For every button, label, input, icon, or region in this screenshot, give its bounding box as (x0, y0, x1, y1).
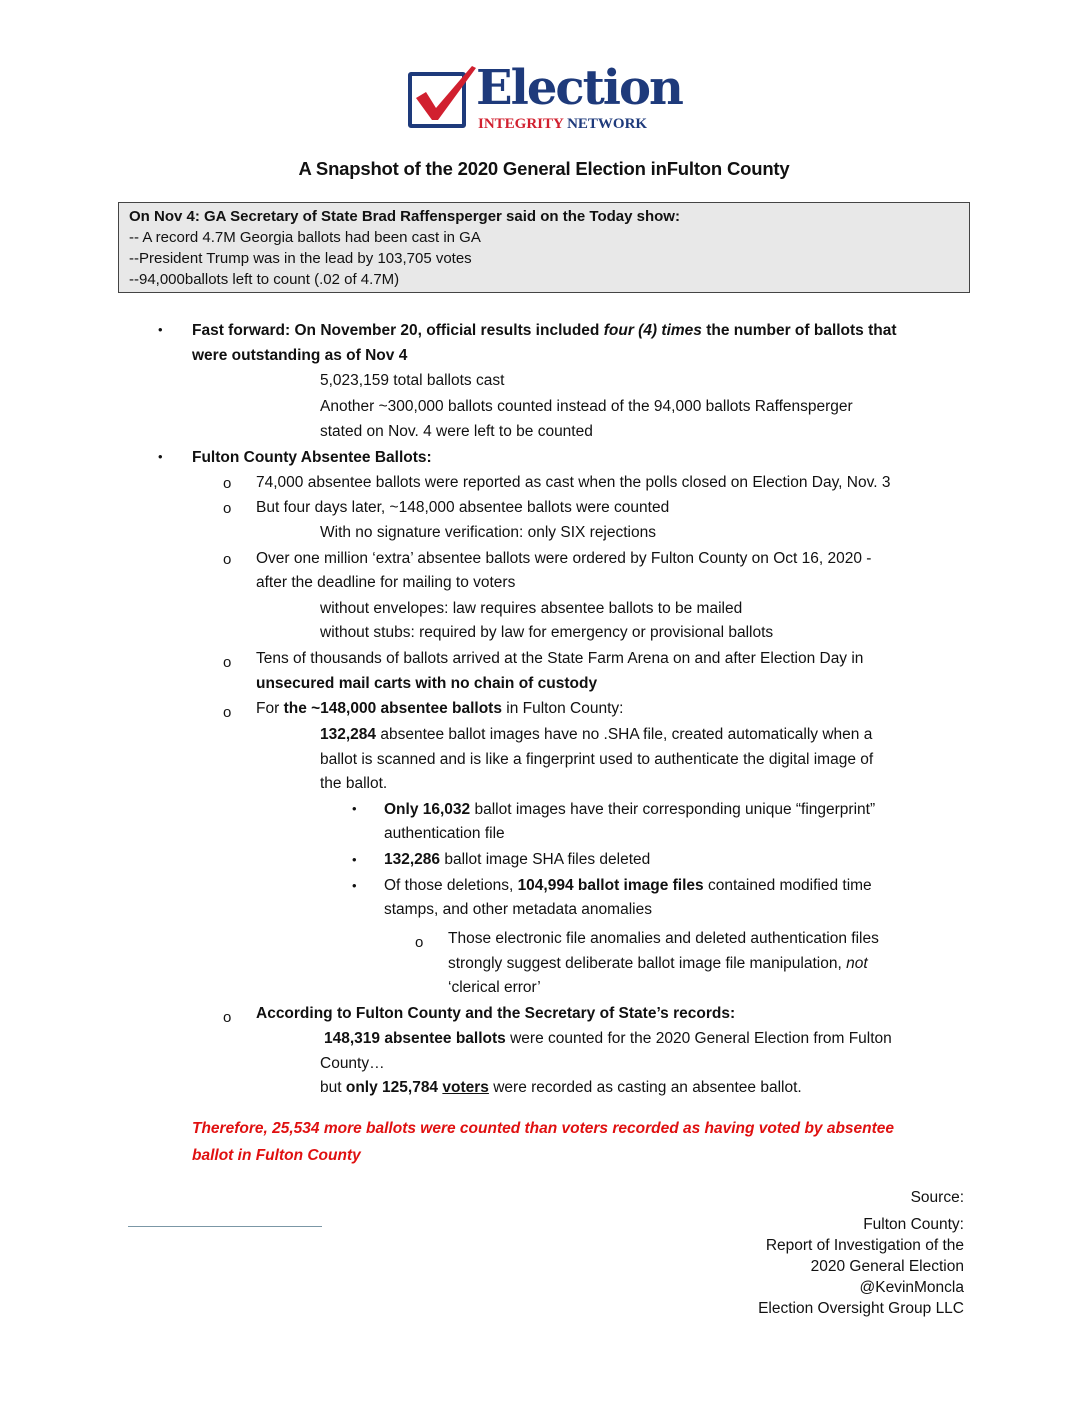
bold-text: 132,284 (320, 726, 377, 743)
source-line: 2020 General Election (810, 1258, 964, 1275)
section2-heading: Fulton County Absentee Ballots: (192, 449, 432, 466)
o-bullet-icon: o (223, 551, 232, 568)
logo-sub-network: NETWORK (567, 116, 648, 132)
nested-bullet-cont: stamps, and other metadata anomalies (384, 901, 652, 918)
section2-subitem-cont: the ballot. (320, 775, 388, 792)
text: the number of ballots that (701, 322, 897, 339)
section1-lead-cont: were outstanding as of Nov 4 (192, 347, 408, 364)
o-bullet-icon: o (223, 704, 232, 721)
section2-subitem: without envelopes: law requires absentee ballots to be mailed (320, 600, 743, 617)
section1-sub: 5,023,159 total ballots cast (320, 372, 505, 389)
nested-bullet (384, 849, 650, 870)
logo-subtitle (478, 116, 647, 133)
source-line: Fulton County: (863, 1216, 964, 1233)
underlined-text: voters (442, 1079, 489, 1096)
text: in Fulton County: (501, 700, 624, 717)
logo-sub-integrity: INTEGRITY (478, 116, 564, 132)
text: For (256, 700, 284, 717)
text: Of those deletions, (384, 877, 518, 894)
conclusion-line: ballot in Fulton County (192, 1147, 361, 1164)
nested-bullet (384, 875, 872, 896)
source-label: Source: (910, 1189, 964, 1206)
bold-text: 104,994 ballot image files (517, 877, 704, 894)
section2-item: 74,000 absentee ballots were reported as cast when the polls closed on Election Day, Nov. 3 (256, 474, 891, 491)
section2-subitem: With no signature verification: only SIX rejections (320, 524, 656, 541)
callout-line: --President Trump was in the lead by 103,705 votes (129, 250, 472, 267)
bullet-icon: • (352, 852, 357, 867)
text: contained modified time (703, 877, 872, 894)
section2-subitem (324, 1028, 892, 1049)
source-line: Report of Investigation of the (765, 1237, 964, 1254)
section2-subitem-cont: ballot is scanned and is like a fingerprint used to authenticate the digital image of (320, 751, 874, 768)
text: were recorded as casting an absentee ballot. (488, 1079, 802, 1096)
section2-item-cont: after the deadline for mailing to voters (256, 574, 516, 591)
section2-item (256, 698, 623, 719)
election-integrity-network-logo (406, 60, 686, 134)
callout-line: --94,000ballots left to count (.02 of 4.7M) (129, 271, 400, 288)
o-bullet-icon: o (415, 934, 424, 951)
section2-subitem: without stubs: required by law for emergency or provisional ballots (320, 624, 774, 641)
section2-subitem-cont: County… (320, 1055, 385, 1072)
section2-subitem (320, 1077, 802, 1098)
callout-line: -- A record 4.7M Georgia ballots had been cast in GA (129, 229, 481, 246)
bold-text: the ~148,000 absentee ballots (283, 700, 502, 717)
section1-lead (192, 320, 897, 341)
source-line: Election Oversight Group LLC (758, 1300, 964, 1317)
callout-box (118, 202, 970, 293)
section2-subitem (320, 724, 872, 745)
text: ballot image SHA files deleted (440, 851, 651, 868)
conclusion-line: Therefore, 25,534 more ballots were counted than voters recorded as having voted by absentee (192, 1120, 895, 1137)
section2-item-cont: unsecured mail carts with no chain of custody (256, 675, 598, 692)
text: strongly suggest deliberate ballot image file manipulation, (448, 955, 847, 972)
bullet-icon: • (158, 449, 163, 464)
page-title: A Snapshot of the 2020 General Election inFulton County (298, 158, 790, 179)
bold-text: 132,286 (384, 851, 441, 868)
text: were counted for the 2020 General Election from Fulton (505, 1030, 892, 1047)
nested-bullet-cont: authentication file (384, 825, 505, 842)
section1-sub: Another ~300,000 ballots counted instead of the 94,000 ballots Raffensperger (320, 398, 853, 415)
callout-heading: On Nov 4: GA Secretary of State Brad Raffensperger said on the Today show: (129, 208, 680, 225)
source-line: @KevinMoncla (859, 1279, 964, 1296)
bullet-icon: • (352, 878, 357, 893)
section2-item: According to Fulton County and the Secretary of State’s records: (256, 1005, 736, 1022)
footnote-divider (128, 1226, 322, 1227)
bold-text: Only 16,032 (384, 801, 471, 818)
text: Fast forward: On November 20, official results included (192, 322, 604, 339)
section1-sub: stated on Nov. 4 were left to be counted (320, 423, 593, 440)
text: absentee ballot images have no .SHA file, created automatically when a (376, 726, 873, 743)
logo-wordmark: Election (476, 60, 682, 116)
checkmark-icon (412, 64, 478, 126)
deep-item-cont: ‘clerical error’ (448, 979, 541, 996)
emphasis-text: not (846, 955, 868, 972)
deep-item-cont (448, 953, 868, 974)
section2-item: But four days later, ~148,000 absentee ballots were counted (256, 499, 670, 516)
bold-text: only 125,784 (345, 1079, 443, 1096)
bullet-icon: • (158, 322, 163, 337)
o-bullet-icon: o (223, 1009, 232, 1026)
section2-item: Over one million ‘extra’ absentee ballots were ordered by Fulton County on Oct 16, 2020 - (256, 550, 872, 567)
o-bullet-icon: o (223, 654, 232, 671)
deep-item: Those electronic file anomalies and deleted authentication files (448, 930, 879, 947)
text: ballot images have their corresponding unique “fingerprint” (470, 801, 876, 818)
o-bullet-icon: o (223, 500, 232, 517)
emphasis-text: four (4) times (603, 322, 702, 339)
bullet-icon: • (352, 801, 357, 816)
text: but (320, 1079, 346, 1096)
o-bullet-icon: o (223, 475, 232, 492)
bold-text: 148,319 absentee ballots (324, 1030, 506, 1047)
nested-bullet (384, 799, 875, 820)
section2-item: Tens of thousands of ballots arrived at the State Farm Arena on and after Election Day in (256, 650, 864, 667)
